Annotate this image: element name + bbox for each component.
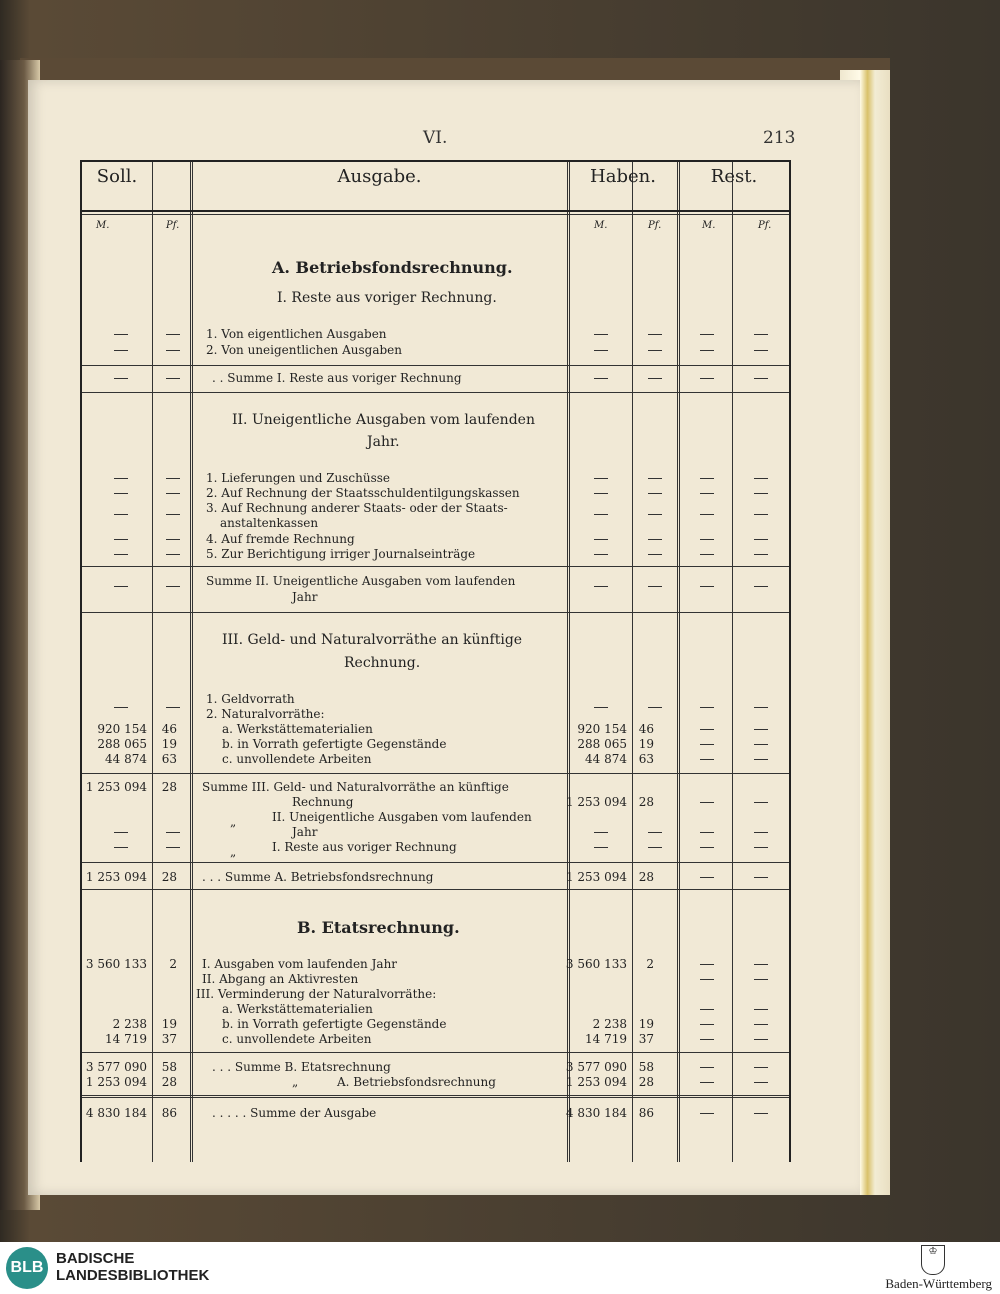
a-iii-sum-ii: II. Uneigentliche Ausgaben vom laufenden xyxy=(272,810,532,824)
dash-mark xyxy=(700,334,714,335)
a-i-1: 1. Von eigentlichen Ausgaben xyxy=(206,327,387,341)
soll-pf: 19 xyxy=(161,1017,177,1031)
a-iii-2c: c. unvollendete Arbeiten xyxy=(222,752,372,766)
row-rule xyxy=(82,365,789,366)
a-iii-title: III. Geld- und Naturalvorräthe an künftige xyxy=(222,632,523,648)
dash-mark xyxy=(754,1024,768,1025)
b-iii-c: c. unvollendete Arbeiten xyxy=(222,1032,372,1046)
soll-pf: 2 xyxy=(169,957,177,971)
haben-mark: 4 830 184 xyxy=(565,1106,627,1120)
blb-logo: BLB xyxy=(6,1247,48,1289)
dash-mark xyxy=(114,350,128,351)
account-table xyxy=(80,160,791,1162)
soll-mark: 288 065 xyxy=(97,737,147,751)
header-rule xyxy=(82,210,789,212)
row-rule xyxy=(82,773,789,774)
unit-pf: Pf. xyxy=(166,220,180,231)
dash-mark xyxy=(700,378,714,379)
a-ii-1: 1. Lieferungen und Zuschüsse xyxy=(206,471,391,485)
book-page xyxy=(28,80,860,1195)
soll-mark: 3 577 090 xyxy=(85,1060,147,1074)
dash-mark xyxy=(648,847,662,848)
dash-mark xyxy=(648,350,662,351)
dash-mark xyxy=(114,847,128,848)
section-a-title: A. Betriebsfondsrechnung. xyxy=(272,258,513,277)
page-number: 213 xyxy=(763,128,796,148)
header-rest: Rest. xyxy=(710,166,758,187)
section-b-title: B. Etatsrechnung. xyxy=(297,918,460,937)
soll-mark: 3 560 133 xyxy=(85,957,147,971)
ditto-mark: „ xyxy=(230,815,237,829)
dash-mark xyxy=(648,378,662,379)
dash-mark xyxy=(166,493,180,494)
ditto-mark: „ xyxy=(230,845,237,859)
haben-pf: 28 xyxy=(638,795,654,809)
row-rule xyxy=(82,566,789,567)
dash-mark xyxy=(700,1009,714,1010)
dash-mark xyxy=(700,1082,714,1083)
soll-mark: 1 253 094 xyxy=(85,780,147,794)
soll-mark: 14 719 xyxy=(105,1032,147,1046)
b-iii-b: b. in Vorrath gefertigte Gegenstände xyxy=(222,1017,447,1031)
dash-mark xyxy=(700,539,714,540)
library-footer xyxy=(0,1242,1000,1294)
dash-mark xyxy=(648,539,662,540)
header-haben: Haben. xyxy=(590,166,656,187)
soll-mark: 1 253 094 xyxy=(85,870,147,884)
dash-mark xyxy=(648,554,662,555)
dash-mark xyxy=(754,1113,768,1114)
dash-mark xyxy=(166,847,180,848)
col-divider xyxy=(732,162,733,1162)
a-i-sum: . . Summe I. Reste aus voriger Rechnung xyxy=(212,371,462,385)
dash-mark xyxy=(594,554,608,555)
dash-mark xyxy=(594,493,608,494)
dash-mark xyxy=(754,877,768,878)
dash-mark xyxy=(166,832,180,833)
unit-pf: Pf. xyxy=(758,220,772,231)
dash-mark xyxy=(594,378,608,379)
soll-pf: 28 xyxy=(161,780,177,794)
soll-mark: 44 874 xyxy=(105,752,147,766)
dash-mark xyxy=(166,707,180,708)
dash-mark xyxy=(114,493,128,494)
col-divider xyxy=(632,162,633,1162)
dash-mark xyxy=(114,832,128,833)
dash-mark xyxy=(594,707,608,708)
library-name-line1: BADISCHE xyxy=(56,1250,135,1267)
soll-mark: 1 253 094 xyxy=(85,1075,147,1089)
row-rule xyxy=(82,1095,789,1098)
dash-mark xyxy=(166,478,180,479)
dash-mark xyxy=(700,964,714,965)
library-name-line2: LANDESBIBLIOTHEK xyxy=(56,1267,210,1284)
a-iii-sum: Summe III. Geld- und Naturalvorräthe an künftige xyxy=(202,780,509,794)
dash-mark xyxy=(594,586,608,587)
soll-mark: 2 238 xyxy=(112,1017,147,1031)
dash-mark xyxy=(700,759,714,760)
soll-pf: 28 xyxy=(161,870,177,884)
haben-mark: 1 253 094 xyxy=(565,795,627,809)
b-ii: II. Abgang an Aktivresten xyxy=(202,972,359,986)
haben-pf: 63 xyxy=(638,752,654,766)
dash-mark xyxy=(700,707,714,708)
soll-pf: 37 xyxy=(161,1032,177,1046)
dash-mark xyxy=(648,514,662,515)
haben-pf: 28 xyxy=(638,1075,654,1089)
dash-mark xyxy=(700,1067,714,1068)
a-iii-sum-i: I. Reste aus voriger Rechnung xyxy=(272,840,457,854)
dash-mark xyxy=(166,350,180,351)
a-i-title: I. Reste aus voriger Rechnung. xyxy=(277,290,497,306)
haben-pf: 19 xyxy=(638,737,654,751)
haben-mark: 920 154 xyxy=(577,722,627,736)
a-ii-title-2: Jahr. xyxy=(367,434,400,450)
a-iii-sum-2: Rechnung xyxy=(292,795,354,809)
soll-pf: 46 xyxy=(161,722,177,736)
unit-mark: M. xyxy=(594,220,608,231)
row-rule xyxy=(82,862,789,863)
grand-total: . . . . . Summe der Ausgabe xyxy=(212,1106,377,1120)
dash-mark xyxy=(166,334,180,335)
dash-mark xyxy=(114,554,128,555)
col-divider xyxy=(152,162,153,1162)
soll-pf: 86 xyxy=(161,1106,177,1120)
dash-mark xyxy=(114,514,128,515)
dash-mark xyxy=(754,334,768,335)
dash-mark xyxy=(700,1113,714,1114)
row-rule xyxy=(82,392,789,393)
dash-mark xyxy=(754,847,768,848)
unit-mark: M. xyxy=(702,220,716,231)
dash-mark xyxy=(166,539,180,540)
dash-mark xyxy=(754,493,768,494)
dash-mark xyxy=(114,378,128,379)
haben-pf: 28 xyxy=(638,870,654,884)
header-rule xyxy=(82,214,789,215)
dash-mark xyxy=(754,979,768,980)
haben-mark: 14 719 xyxy=(585,1032,627,1046)
a-ii-sum: Summe II. Uneigentliche Ausgaben vom laufenden xyxy=(206,574,516,588)
dash-mark xyxy=(700,1024,714,1025)
haben-pf: 37 xyxy=(638,1032,654,1046)
dash-mark xyxy=(594,350,608,351)
header-soll: Soll. xyxy=(96,166,138,187)
b-iii: III. Verminderung der Naturalvorräthe: xyxy=(196,987,437,1001)
dash-mark xyxy=(166,378,180,379)
dash-mark xyxy=(700,586,714,587)
dash-mark xyxy=(700,554,714,555)
dash-mark xyxy=(114,707,128,708)
dash-mark xyxy=(700,802,714,803)
dash-mark xyxy=(700,350,714,351)
dash-mark xyxy=(594,847,608,848)
dash-mark xyxy=(754,832,768,833)
unit-mark: M. xyxy=(96,220,110,231)
haben-pf: 86 xyxy=(638,1106,654,1120)
dash-mark xyxy=(594,832,608,833)
dash-mark xyxy=(700,877,714,878)
haben-pf: 19 xyxy=(638,1017,654,1031)
dash-mark xyxy=(166,514,180,515)
dash-mark xyxy=(166,586,180,587)
a-ii-3: 3. Auf Rechnung anderer Staats- oder der Staats- xyxy=(206,501,508,515)
dash-mark xyxy=(754,1067,768,1068)
dash-mark xyxy=(594,334,608,335)
a-iii-2b: b. in Vorrath gefertigte Gegenstände xyxy=(222,737,447,751)
dash-mark xyxy=(754,759,768,760)
haben-pf: 46 xyxy=(638,722,654,736)
haben-mark: 1 253 094 xyxy=(565,870,627,884)
a-iii-2: 2. Naturalvorräthe: xyxy=(206,707,325,721)
dash-mark xyxy=(754,554,768,555)
library-name xyxy=(56,1250,209,1284)
a-ii-title: II. Uneigentliche Ausgaben vom laufenden xyxy=(232,412,535,428)
a-iii-2a: a. Werkstättematerialien xyxy=(222,722,373,736)
col-divider xyxy=(677,162,680,1162)
dash-mark xyxy=(754,478,768,479)
dash-mark xyxy=(700,729,714,730)
dash-mark xyxy=(754,539,768,540)
dash-mark xyxy=(754,744,768,745)
dash-mark xyxy=(754,707,768,708)
dash-mark xyxy=(754,802,768,803)
dash-mark xyxy=(700,478,714,479)
dash-mark xyxy=(754,1082,768,1083)
dash-mark xyxy=(754,1009,768,1010)
row-rule xyxy=(82,1052,789,1053)
a-ii-3-cont: anstaltenkassen xyxy=(220,516,319,530)
dash-mark xyxy=(648,493,662,494)
dash-mark xyxy=(700,832,714,833)
dash-mark xyxy=(594,539,608,540)
soll-mark: 4 830 184 xyxy=(85,1106,147,1120)
col-divider xyxy=(567,162,570,1162)
ditto-mark: „ xyxy=(292,1075,299,1089)
dash-mark xyxy=(648,478,662,479)
haben-pf: 58 xyxy=(638,1060,654,1074)
soll-pf: 63 xyxy=(161,752,177,766)
dash-mark xyxy=(114,539,128,540)
dash-mark xyxy=(700,1039,714,1040)
haben-mark: 1 253 094 xyxy=(565,1075,627,1089)
soll-pf: 28 xyxy=(161,1075,177,1089)
dash-mark xyxy=(700,847,714,848)
dash-mark xyxy=(648,832,662,833)
b-sum-a: A. Betriebsfondsrechnung xyxy=(337,1075,496,1089)
haben-mark: 3 577 090 xyxy=(565,1060,627,1074)
haben-mark: 44 874 xyxy=(585,752,627,766)
row-rule xyxy=(82,889,789,890)
dash-mark xyxy=(700,493,714,494)
a-iii-sum-ii-2: Jahr xyxy=(292,825,318,839)
a-ii-5: 5. Zur Berichtigung irriger Journalseinträge xyxy=(206,547,476,561)
dash-mark xyxy=(700,744,714,745)
haben-pf: 2 xyxy=(646,957,654,971)
dash-mark xyxy=(754,964,768,965)
dash-mark xyxy=(648,707,662,708)
a-ii-4: 4. Auf fremde Rechnung xyxy=(206,532,355,546)
a-ii-sum-2: Jahr xyxy=(292,590,318,604)
dash-mark xyxy=(594,478,608,479)
a-total: . . . Summe A. Betriebsfondsrechnung xyxy=(202,870,434,884)
dash-mark xyxy=(754,729,768,730)
soll-pf: 58 xyxy=(161,1060,177,1074)
a-i-2: 2. Von uneigentlichen Ausgaben xyxy=(206,343,402,357)
dash-mark xyxy=(594,514,608,515)
dash-mark xyxy=(114,334,128,335)
dash-mark xyxy=(700,979,714,980)
soll-pf: 19 xyxy=(161,737,177,751)
dash-mark xyxy=(114,586,128,587)
state-name: Baden-Württemberg xyxy=(885,1276,992,1291)
b-i: I. Ausgaben vom laufenden Jahr xyxy=(202,957,398,971)
a-ii-2: 2. Auf Rechnung der Staatsschuldentilgungskassen xyxy=(206,486,520,500)
dash-mark xyxy=(700,514,714,515)
dash-mark xyxy=(166,554,180,555)
haben-mark: 2 238 xyxy=(592,1017,627,1031)
b-sum: . . . Summe B. Etatsrechnung xyxy=(212,1060,391,1074)
dash-mark xyxy=(648,334,662,335)
dash-mark xyxy=(754,1039,768,1040)
b-iii-a: a. Werkstättematerialien xyxy=(222,1002,373,1016)
dash-mark xyxy=(754,514,768,515)
dash-mark xyxy=(754,378,768,379)
row-rule xyxy=(82,612,789,613)
a-iii-title-2: Rechnung. xyxy=(344,655,421,671)
dash-mark xyxy=(114,478,128,479)
unit-pf: Pf. xyxy=(648,220,662,231)
state-crest-icon: ♔ xyxy=(921,1245,945,1275)
haben-mark: 288 065 xyxy=(577,737,627,751)
soll-mark: 920 154 xyxy=(97,722,147,736)
dash-mark xyxy=(648,586,662,587)
a-iii-1: 1. Geldvorrath xyxy=(206,692,295,706)
col-divider xyxy=(190,162,193,1162)
section-number: VI. xyxy=(423,128,448,148)
header-ausgabe: Ausgabe. xyxy=(337,166,422,187)
haben-mark: 3 560 133 xyxy=(565,957,627,971)
dash-mark xyxy=(754,586,768,587)
dash-mark xyxy=(754,350,768,351)
